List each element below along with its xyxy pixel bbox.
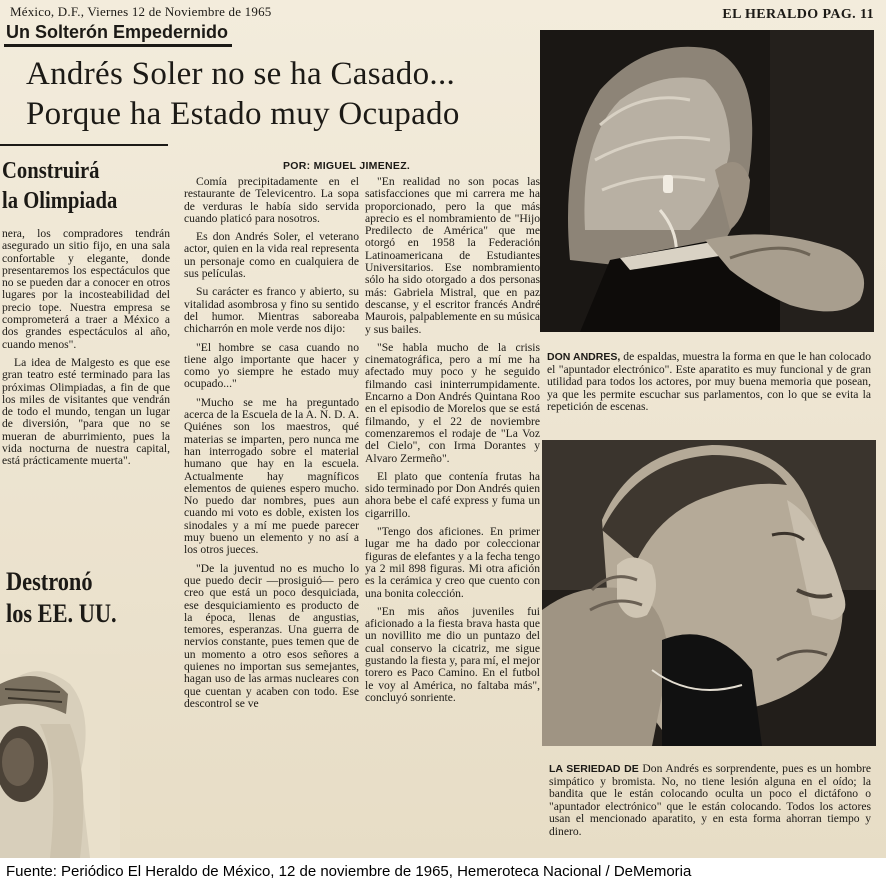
caption-lead: LA SERIEDAD DE [549, 763, 639, 775]
paragraph: "Se habla mucho de la crisis cinematográfica, pero a mí me ha afectado muy poco y he seguido filmando casi ininterrumpidamente. Encarno a Don Andrés Quintana Roo en el episodio de Morelos que se está filmando, y el 22 de noviembre comenzaremos el rodaje de "La Voz del Cielo", con Irma Dorantes y Alvaro Zermeño". [365, 340, 540, 465]
paragraph: La idea de Malgesto es que ese gran teatro esté terminado para las próximas Olimpiadas, a fin de que los miles de visitantes que vendrán de todo el mundo, tengan un lugar de diversión, "para que no se mueran de aburrimiento, pues la vida nocturna de nuestra capital, está prácticamente muerta". [2, 355, 170, 468]
dateline: México, D.F., Viernes 12 de Noviembre de 1965 [10, 4, 272, 19]
source-credit: Fuente: Periódico El Heraldo de México, 12 de noviembre de 1965, Hemeroteca Nacional / DeMemoria [0, 858, 886, 885]
caption-lead: DON ANDRES, [547, 351, 621, 363]
photo-caption-2 [549, 763, 871, 839]
left-column-text [2, 228, 170, 474]
headline-line-2: Porque ha Estado muy Ocupado [26, 96, 460, 132]
caption-text: de espaldas, muestra la forma en que le han colocado el "apuntador electrónico". Este aparatito es muy funcional y de gran utilidad para todos los actores, por muy buena memoria que posean, ya que les permite escuchar sus parlamentos, con lo que se evita la repetición de escenas. [547, 350, 871, 414]
left-subhead-construira [2, 156, 117, 216]
article-column-2 [184, 176, 359, 716]
partial-photo-person-keffiyeh [0, 654, 120, 858]
subhead-line: la Olimpiada [2, 188, 118, 214]
paragraph: Comía precipitadamente en el restaurante de Televicentro. La sopa de verduras le había sido servida cuando platicó para nosotros. [184, 175, 359, 225]
paper-name: EL HERALDO [722, 7, 819, 22]
article-column-3 [365, 176, 540, 710]
paragraph: Es don Andrés Soler, el veterano actor, quien en la vida real representa un personaje como en cualquiera de sus películas. [184, 230, 359, 281]
caption-text: Don Andrés es sorprendente, pues es un hombre simpático y bromista. No, no tiene lesión alguna en el oído; la bandita que le están colocando oculta un poco el dictáfono o "apuntador electrónico" que le están colocando. Todos los actores usan el mencionado aparatito, y en esta forma ahorran tiempo y dinero. [549, 762, 871, 838]
page-number: PAG. 11 [822, 7, 874, 22]
left-subhead-destrono [6, 566, 117, 630]
paragraph: nera, los compradores tendrán asegurado un sitio fijo, en una sala confortable y elegante, donde presentaremos los espectáculos que no se pueden dar a conocer en otros lugares por la incosteabilidad del precio tope. Nuestra empresa se comprometerá a traer a México a dos grandes espectáculos al año, cuando menos". [2, 227, 170, 351]
paragraph: "Tengo dos aficiones. En primer lugar me ha dado por coleccionar figuras de elefantes y a la fecha tengo ya 2 mil 898 figuras. Mi otra afición es la cerámica y creo que cuento con una bonita colección. [365, 525, 540, 600]
photo-earpiece-back-of-head [540, 30, 874, 332]
paragraph: "En mis años juveniles fui aficionado a la fiesta brava hasta que un novillito me dio un puntazo del cual conservo la cicatriz, me sigue gustando la fiesta y, para mí, el mejor torero es Paco Camino. En el futbol le voy al América, no faltaba más", concluyó sonriente. [365, 604, 540, 704]
column-rule [0, 144, 168, 146]
section-kicker: Un Solterón Empedernido [4, 22, 232, 47]
paragraph: "En realidad no son pocas las satisfacciones que mi carrera me ha proporcionado, pero la que más aprecio es el nombramiento de "Hijo Predilecto de América" que me otorgó en 1958 la Federación Latinoamericana de Estudiantes Universitarios. Ese nombramiento sólo ha sido otorgado a dos personas más: Gabriela Mistral, que en paz descanse, y el escritor francés André Maurois, palpablemente en su música y sus bailes. [365, 175, 540, 336]
photo-caption-1 [547, 351, 871, 414]
subhead-line: Destronó [6, 567, 93, 596]
paragraph: "De la juventud no es mucho lo que puedo decir —prosiguió— pero creo que está un poco desquiciada, ese desquiciamiento es producto de la época, llenas de angustias, temores, esperanzas. Una guerra de nervios constante, pues temen que de un momento a otro esos señores a quienes no importan sus semejantes, hagan uso de las armas nucleares con que cuentan y acaben con todo. Ese descontrol se ve [184, 561, 359, 710]
paragraph: Su carácter es franco y abierto, su vitalidad asombrosa y fino su sentido del humor. Mientras saboreaba chicharrón en mole verde nos dijo: [184, 285, 359, 336]
paragraph: "El hombre se casa cuando no tiene algo importante que hacer y como yo siempre he estado muy ocupado..." [184, 340, 359, 391]
photo-profile-hand-at-ear [542, 440, 876, 746]
paragraph: "Mucho se me ha preguntado acerca de la Escuela de la A. N. D. A. Quiénes son los maestros, qué materias se imparten, pero nunca me han interrogado sobre el material humano que hay en la escuela. Actualmente hay magníficos elementos de quienes espero mucho. No puedo dar nombres, pues aun cuando mi voto es doble, existen los sinodales y a mí me puede parecer muy bueno un elemento y no así a los otros jueces. [184, 395, 359, 557]
paragraph: El plato que contenía frutas ha sido terminado por Don Andrés quien ahora bebe el café express y fuma un cigarrillo. [365, 469, 540, 520]
article-headline [26, 54, 526, 134]
byline: POR: MIGUEL JIMENEZ. [283, 160, 411, 172]
masthead [722, 7, 874, 23]
headline-line-1: Andrés Soler no se ha Casado... [26, 56, 456, 92]
subhead-line: los EE. UU. [6, 599, 117, 628]
subhead-line: Construirá [2, 158, 100, 184]
